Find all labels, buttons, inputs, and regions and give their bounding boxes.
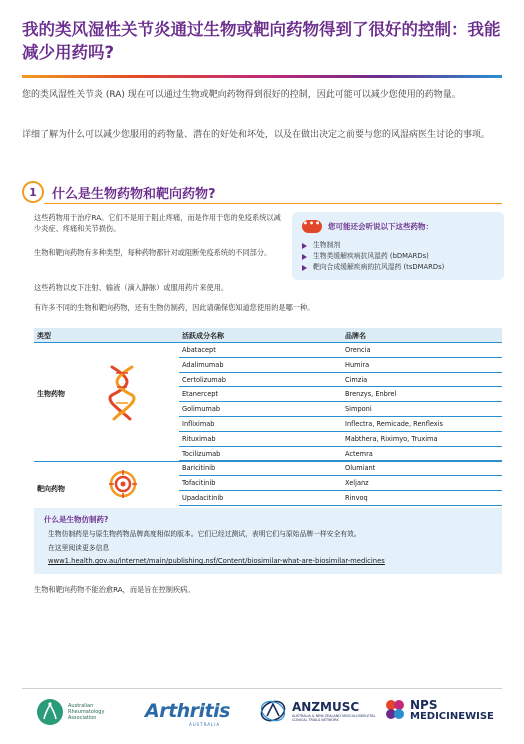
section-paragraph-4: 有许多不同的生物和靶向药物，还有生物仿制药，因此请确保您知道您使用的是哪一种。 [34,303,315,312]
section-title: 什么是生物药物和靶向药物? [52,186,216,202]
brand-cell: Olumiant [342,461,502,476]
table-row [34,476,502,491]
infobox-list [302,240,494,273]
ara-name: Australian Rheumatology Association [68,703,105,721]
section-1-heading [22,180,216,204]
rainbow-divider [22,75,502,78]
brand-cell: Inflectra, Remicade, Renflexis [342,417,502,432]
ingredient-cell: Infliximab [179,417,342,432]
table-row [34,358,502,373]
target-icon [109,470,137,498]
header-type: 类型 [37,332,51,340]
section-number-badge: 1 [22,181,44,203]
table-row [34,387,502,402]
nps-wordmark: NPS [410,697,438,712]
speech-bubble-icon: ••• [302,220,322,233]
medicinewise-wordmark: MEDICINEWISE [410,710,494,722]
ingredient-cell: Tocilizumab [179,447,342,462]
header-active-ingredient: 活跃成分名称 [182,332,224,340]
list-item: 生物制剂 [302,240,494,251]
anzmusc-wordmark: ANZMUSC [292,700,360,714]
brand-cell: Brenzys, Enbrel [342,387,502,402]
ingredient-cell: Etanercept [179,387,342,402]
arthritis-wordmark: Arthritis [145,700,230,722]
anzmusc-emblem-icon [258,698,288,724]
anzmusc-subtitle: AUSTRALIA & NEW ZEALAND MUSCULOSKELETAL CLINICAL TRIALS NETWORK [292,714,376,722]
ingredient-cell: Tofacitinib [179,476,342,491]
arthritis-australia-logo [145,700,230,727]
brand-cell: Mabthera, Riximyo, Truxima [342,432,502,447]
ingredient-cell: Adalimumab [179,358,342,373]
medicines-table [34,328,502,506]
brand-cell: Humira [342,358,502,373]
table-row [34,417,502,432]
brand-cell: Actemra [342,447,502,462]
list-item: 生物类缓解疾病抗风湿药 (bDMARDs) [302,251,494,262]
ingredient-cell: Abatacept [179,343,342,358]
brand-cell: Orencia [342,343,502,358]
also-known-as-box [292,212,504,280]
biosimilar-link[interactable]: www1.health.gov.au/internet/main/publishing.nsf/Content/biosimilar-what-are-biosimilar-medicines [48,557,385,565]
brand-cell: Simponi [342,402,502,417]
ingredient-cell: Upadacitinib [179,491,342,506]
list-item: 靶向合成缓解疾病的抗风湿药 (tsDMARDs) [302,262,494,273]
read-more-label: 在这里阅读更多信息 [48,544,110,552]
table-row [34,491,502,506]
group-label-targeted: 靶向药物 [37,485,65,493]
section-divider [44,203,502,204]
ingredient-cell: Rituximab [179,432,342,447]
table-row [34,402,502,417]
section-paragraph-2: 生物和靶向药物有多种类型，每种药物都针对或阻断免疫系统的不同部分。 [34,248,272,257]
table-row [34,447,502,462]
dna-icon [106,365,138,421]
group-label-biologic: 生物药物 [37,390,65,398]
triangle-bullet-icon [302,254,307,260]
biosimilar-title: 什么是生物仿制药? [44,515,109,524]
ingredient-cell: Golimumab [179,402,342,417]
table-row [34,461,502,476]
table-header [34,328,502,343]
table-row [34,432,502,447]
nps-medicinewise-logo [384,698,494,722]
footnote: 生物和靶向药物不能治愈RA，而是旨在控制疾病。 [34,585,195,594]
section-paragraph-3: 这些药物以皮下注射、输液（滴入静脉）或服用药片来使用。 [34,283,229,292]
table-row [34,373,502,388]
intro-paragraph-2: 详细了解为什么可以减少您服用的药物量、潜在的好处和坏处，以及在做出决定之前要与您的风湿病医生讨论的事项。 [22,130,491,140]
footer-divider [22,688,502,689]
ingredient-cell: Baricitinib [179,461,342,476]
section-paragraph-1: 这些药物用于治疗RA。它们不是用于阻止疼痛，而是作用于您的免疫系统以减少炎症、疼痛和关节损伤。 [34,213,281,233]
table-body [34,343,502,506]
infobox-title: 您可能还会听说以下这些药物： [328,222,433,231]
intro-paragraph-1: 您的类风湿性关节炎 (RA) 现在可以通过生物或靶向药物得到很好的控制，因此可能可以减少您使用的药物量。 [22,90,461,100]
ara-logo [36,698,118,726]
anzmusc-logo [258,698,380,724]
page-title: 我的类风湿性关节炎通过生物或靶向药物得到了很好的控制：我能减少用药吗? [22,20,501,62]
arthritis-subtitle: AUSTRALIA [189,722,221,727]
ara-emblem-icon [36,698,64,726]
nps-emblem-icon [384,698,406,722]
brand-cell: Rinvoq [342,491,502,506]
biosimilar-box [34,508,502,574]
triangle-bullet-icon [302,243,307,249]
triangle-bullet-icon [302,265,307,271]
ingredient-cell: Certolizumab [179,373,342,388]
biosimilar-text: 生物仿制药是与原生物药物品牌高度相似的版本。它们已经过测试，表明它们与原始品牌一样安全有效。 [48,530,361,538]
header-brand: 品牌名 [345,332,366,340]
brand-cell: Cimzia [342,373,502,388]
table-row [34,343,502,358]
brand-cell: Xeljanz [342,476,502,491]
infobox-heading [302,220,494,233]
group-divider [34,461,502,462]
